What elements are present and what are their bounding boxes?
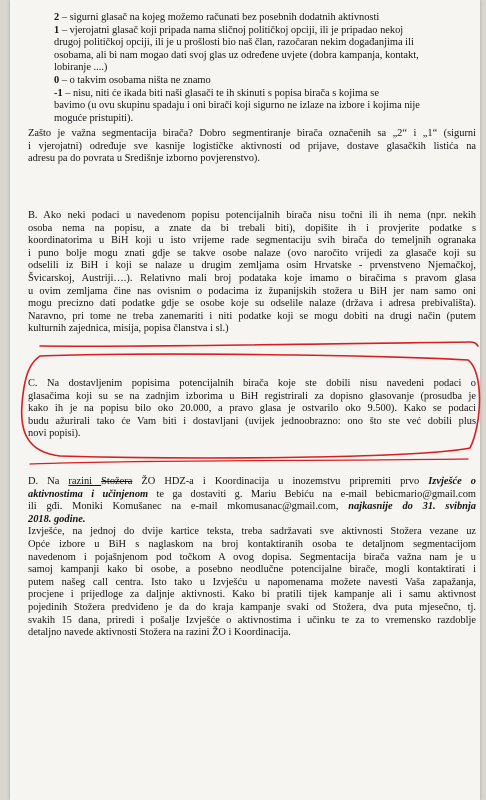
text-line: pojedinih Stožera predviđeno je da do kraja kampanje svaki od Stožera, dva puta mjesečno, tj. xyxy=(28,601,476,613)
rating-1: 1 – vjerojatni glasač koji pripada nama sličnoj političkoj opciji, ili je pripadao nekoj xyxy=(54,24,404,36)
text-line: osoba nema na popisu, a znate da bi trebali biti), dopišite ih i provjerite podatke s xyxy=(28,222,476,234)
section-d-line-3 xyxy=(28,501,476,514)
text-line: C. Na dostavljenim popisima potencijalnih birača koje ste dobili nisu navedeni podaci o xyxy=(28,378,476,389)
text-line: u ovim zemljama čine nas ovisnim o podacima iz županijskih stožera u BiH jer nam samo oni xyxy=(28,285,476,297)
text-line: detaljno navede aktivnosti Stožera na razini ŽO i Koordinacija. xyxy=(28,627,291,639)
text-line: navedenom i pojašnjenom pod točkom A ovog dopisa. Segmentacija birača važna nam je u xyxy=(28,551,476,563)
underlined-text: razini xyxy=(68,476,102,487)
text-line: putem našeg call centra. Isto tako u Izvješću u napomenama možete navesti Vaša zapažanja, xyxy=(28,576,476,588)
text-line: i vjerojatni) određuje sve kasnije logističke aktivnosti od prijave, dostave glasačkih listića na xyxy=(28,140,476,152)
segmentation-why-paragraph xyxy=(28,128,476,166)
text-line: Izvješće, na jednoj do dvije kartice teksta, treba sadržavati sve aktivnosti Stožera vezane uz xyxy=(28,526,476,538)
text-line: Švicarskoj, Austriji….). Relativno mali broj podataka koje imamo o biračima s pravom glasa xyxy=(28,272,476,284)
text-line: budu ažurirali tako će Vam biti i dostavljani (uvijek jednoobrazno: ono što ste već dobili plus xyxy=(28,415,476,427)
text-line: samoj kampanji kako bi osobe, a posebno neodlučne potencijalne birače, mogli kontaktirati i xyxy=(28,564,476,576)
deadline: 2018. godine. xyxy=(28,513,86,525)
text-line: procjene i prijedloge za daljnje aktivnosti. Kako bi pratili tijek kampanje ali i samu aktivnost xyxy=(28,589,476,601)
rating-minus-1: -1 – nisu, niti će ikada biti naši glasači te ih skinuti s popisa birača s kojima se xyxy=(54,87,379,99)
email-contact: ili gđi. Moniki Komušanec na e-mail mkomusanac@gmail.com, xyxy=(28,501,349,513)
document-page xyxy=(10,0,480,800)
section-c xyxy=(28,378,476,441)
rating-minus-1-line: bavimo (u ovu skupinu spadaju i oni birači koji sigurno ne izlaze na izbore i kojima nije xyxy=(54,100,420,112)
struck-text: Stožera xyxy=(101,476,133,487)
text-line: odselili iz BiH i koji se nalaze u drugim zemljama osim Hrvatske - prvenstveno Njemačkoj, xyxy=(28,260,476,272)
report-title: Izvješće o xyxy=(428,476,476,487)
section-b xyxy=(28,210,476,336)
section-d xyxy=(28,476,476,640)
text-line: novi popisi). xyxy=(28,428,81,440)
section-d-line-1 xyxy=(28,476,476,489)
report-title: aktivnostima i učinjenom xyxy=(28,488,149,500)
text-run: ŽO HDZ-a i Koordinacija u inozemstvu pripremiti prvo xyxy=(132,476,429,487)
rating-0: 0 – o takvim osobama ništa ne znamo xyxy=(54,74,211,86)
text-line: kulturnih zajednica, misija, popisa članstva i sl.) xyxy=(28,323,229,335)
section-d-line-2 xyxy=(28,489,476,502)
text-line: koordinatorima u BiH koji u isto vrijeme rade segmentaciju svih birača do temeljnih ogranaka xyxy=(28,235,476,247)
text-line: B. Ako neki podaci u navedenom popisu potencijalnih birača nisu točni ili ih nema (npr. nekih xyxy=(28,210,476,221)
text-line: adresu pa do povrata u Središnje izborno povjerenstvo). xyxy=(28,153,260,165)
rating-1-line: lobiranje ....) xyxy=(54,62,108,74)
rating-1-line: drugoj političkoj opciji, ili je u prošlosti bio naš član, razočaran nekim događanjima ili xyxy=(54,37,414,49)
rating-minus-1-line: moguće pristupiti). xyxy=(54,112,134,124)
rating-1-line: osobama, ali bi nam mogao dati svoj glas uz određene uvjete (dobra kampanja, kontakt, xyxy=(54,49,419,61)
rating-2: 2 – sigurni glasač na kojeg možemo računati bez posebnih dodatnih aktivnosti xyxy=(54,12,380,23)
email-contact: te ga dostaviti g. Mariu Bebiću na e-mail bebicmario@gmail.com xyxy=(148,488,476,500)
text-line: i puno bolje mogu znati gdje se takve osobe nalaze (ovo naročito vrijedi za glasače koji su xyxy=(28,247,476,259)
text-line: glasačima koji su se na zadnjim izborima u BiH registrirali za dopisno glasovanje (prosudba je xyxy=(28,390,476,402)
text-line: svakih 15 dana, priredi i pošalje Izvješće o aktivnostima i učinku te za to vremensko razdoblje xyxy=(28,614,476,626)
text-run: D. Na xyxy=(28,476,69,487)
text-line: kako ih je na popisu bilo oko 20.000, a pravo glasa je ostvarilo oko 9.500). Kako se podaci xyxy=(28,403,476,415)
segmentation-legend xyxy=(54,12,474,125)
text-line: Opće izbore u BiH s naglaskom na broj kontaktiranih osoba te detaljnom segmentacijom xyxy=(28,538,476,550)
text-line: mogu precizno dati podatke gdje se osobe koje su odselile nalaze (država i adresa prebivališta). xyxy=(28,298,476,310)
text-line: Naravno, pri tome ne treba zanemariti i niti podatke koji se mogu dobiti na drugi način (putem xyxy=(28,310,476,322)
text-line: Zašto je važna segmentacija birača? Dobro segmentiranje birača označenih sa „2“ i „1“ (sigurni xyxy=(28,128,476,139)
deadline: najkasnije do 31. svibnja xyxy=(348,501,477,513)
